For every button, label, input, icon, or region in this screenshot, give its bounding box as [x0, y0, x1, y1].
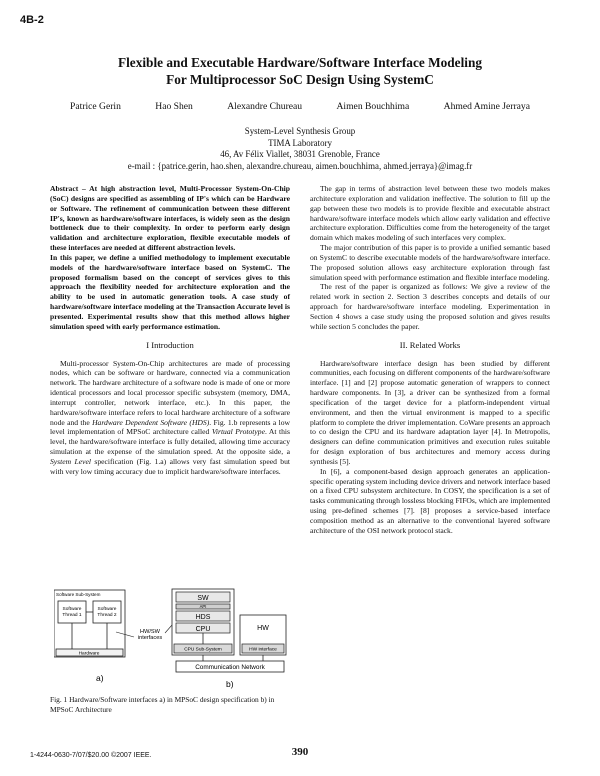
panel-a-label: a) — [96, 673, 104, 683]
cpu-layer-label: CPU — [195, 626, 211, 633]
title-line-1: Flexible and Executable Hardware/Software Interface Modeling — [117, 55, 482, 70]
right-column — [310, 184, 550, 536]
author: Ahmed Amine Jerraya — [443, 101, 530, 112]
abstract-paragraph-1: Abstract – At high abstraction level, Multi-Processor System-On-Chip (SoC) designs are specified as assembling of IP's which can be Hardware or Software. The refinement of communication between these different IP's, known as hardware/software interfaces, is widely seen as the design bottleneck due to their complexity. In order to perform early design validation and architecture exploration, flexible executable models of these interfaces are needed at different abstraction levels. — [50, 184, 290, 253]
hds-layer-label: HDS — [195, 614, 211, 621]
hardware-label: Hardware — [78, 651, 100, 657]
hw-interface-label: HW interface — [249, 647, 277, 653]
intro-paragraph-4: The rest of the paper is organized as follows: We give a review of the related work in section 2. Section 3 describes concepts and details of our approach for hardware/software interface modeling. Experimentation in Section 4 shows a case study using the proposed solution and gives results while section 5 concludes the paper. — [310, 282, 550, 331]
page-number: 390 — [291, 746, 309, 758]
intro-paragraph-3: The major contribution of this paper is to provide a unified semantic based on SystemC to describe executable models of the hardware/software interface. The proposed solution allows easy architecture exploration through fast simulation speed with performance estimation and flexible interface modeling. — [310, 243, 550, 282]
thread-1-label: Software — [62, 607, 82, 612]
abstract-paragraph-2: In this paper, we define a unified methodology to implement executable models of the hardware/software interface based on SystemC. The proposed formalism based on the concept of services gives to this approach the flexibility needed for architecture exploration and the ability to be used in automatic generation tools. A case study of hardware/software interface modeling at the Transaction Accurate level is presented. Experimental results show that this method allows higher simulation speed with early performance estimation. — [50, 252, 290, 331]
affiliation-email: e-mail : {patrice.gerin, hao.shen, alexandre.chureau, aimen.bouchhima, ahmed.jerraya}@imag.fr — [127, 160, 473, 171]
panel-b-label: b) — [226, 679, 234, 689]
affiliation-group: System-Level Synthesis Group — [244, 126, 356, 136]
affiliation-lab: TIMA Laboratory — [268, 137, 332, 148]
thread-2-label-2: Thread 2 — [97, 613, 117, 618]
thread-1-box — [58, 601, 86, 623]
related-paragraph-2: In [6], a component-based design approach generates an application-specific operating system including device drivers and network interface based on a fixed CPU subsystem architecture. In COSY, the specification is a set of tasks communicating through lossless blocking FIFOs, which are implemented using pre-defined schemes [7]. [8] proposes a service-based interface composition method as an alternative to the conventional layered software architecture of the OSI network protocol stack. — [310, 466, 550, 535]
interface-arrow-right — [165, 625, 172, 633]
software-subsystem-box — [54, 590, 125, 657]
paper-title — [40, 54, 560, 88]
api-layer-label: API — [199, 604, 207, 609]
thread-2-label: Software — [97, 607, 117, 612]
affiliation — [40, 126, 560, 172]
sw-layer-label: SW — [197, 595, 209, 602]
sw-subsystem-label: Software Sub-System — [56, 592, 101, 597]
related-paragraph-1: Hardware/software interface design has been studied by different communities, each focusing on different components of the hardware/software interface. [1] and [2] propose automatic generation of wrappers to connect hardware components. In [3], a driver can be synthesized from a formal specification of the target device for a platform-independent virtual environment, and then the virtual environment is mapped to a specific platform to complete the driver implementation. CoWare presents an approach to co design the CPU and its hardware adaptation layer [4]. In Metropolis, designers can define communication primitives and execution rules suitable for design exploration of bus architectures and memory access during synthesis [5]. — [310, 358, 550, 466]
title-line-2: For Multiprocessor SoC Design Using SystemC — [166, 72, 434, 87]
intro-paragraph-2: The gap in terms of abstraction level between these two models makes architecture exploration and validation ineffective. The solution to fill up the gap between these two models is to provide flexible and executable abstract hardware/software interface models which allow early validation and effective architecture exploration. Difficulties come from the heterogeneity of the target domain which makes modeling of such interfaces very complex. — [310, 184, 550, 243]
hw-node-label: HW — [257, 625, 269, 632]
author: Aimen Bouchhima — [336, 101, 410, 112]
thread-2-box — [93, 601, 121, 623]
section-heading-related-works: II. Related Works — [399, 339, 461, 350]
communication-network-label: Communication Network — [195, 664, 265, 671]
page-tag: 4B-2 — [20, 14, 44, 26]
hwsw-interfaces-label-2: interfaces — [137, 635, 163, 641]
copyright-footer: 1-4244-0630-7/07/$20.00 ©2007 IEEE. — [30, 752, 152, 759]
author: Patrice Gerin — [70, 101, 121, 112]
author-list — [40, 101, 560, 112]
hwsw-interfaces-label: HW/SW — [140, 629, 160, 635]
figure-1 — [54, 587, 290, 695]
author: Alexandre Chureau — [227, 101, 303, 112]
intro-paragraph-1: Multi-processor System-On-Chip architectures are made of processing nodes, which can be software or hardware, connected via a communication network. The hardware architecture of a software node is made of one or more identical processors and local processor specific subsystem (memory, DMA, interrupt controller, network interface, etc.). In this paper, the hardware/software interface refers to local hardware architecture of a software node and the Hardware Dependent Software (HDS). Fig. 1.b represents a low level implementation of MPSoC architecture called Virtual Prototype. At this level, the hardware/software interface is fully detailed, allowing time accuracy simulation at the expense of the simulation speed. At the opposite side, a System Level specification (Fig. 1.a) allows very fast simulation speed but with very low timing accuracy due to implicit hardware/software interfaces. — [50, 358, 290, 476]
thread-1-label-2: Thread 1 — [62, 613, 82, 618]
section-heading-introduction: I Introduction — [146, 339, 194, 350]
affiliation-address: 46, Av Félix Viallet, 38031 Grenoble, France — [220, 149, 380, 159]
figure-caption: Fig. 1 Hardware/Software interfaces a) in MPSoC design specification b) in MPSoC Architecture — [50, 695, 275, 714]
left-column — [50, 184, 290, 477]
author: Hao Shen — [155, 101, 193, 112]
cpu-subsystem-label: CPU Sub-System — [184, 647, 222, 653]
